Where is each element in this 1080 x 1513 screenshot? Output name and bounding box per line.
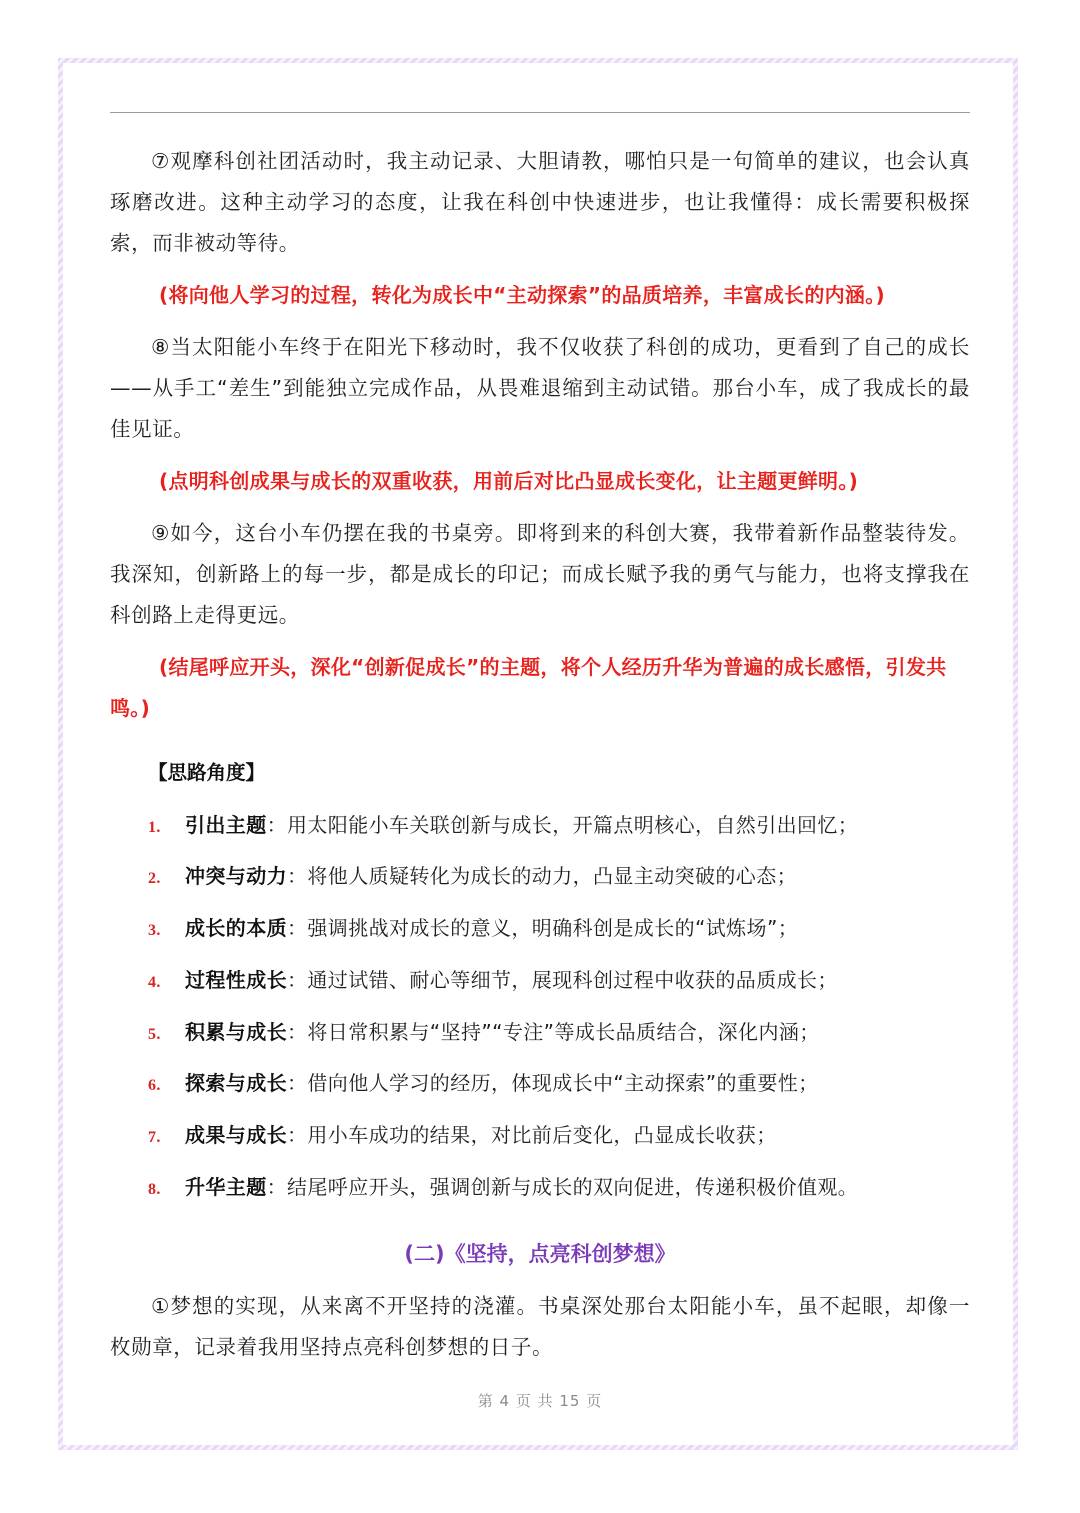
header-rule	[110, 112, 970, 113]
paragraph-7: ⑦观摩科创社团活动时，我主动记录、大胆请教，哪怕只是一句简单的建议，也会认真琢磨改进。这种主动学习的态度，让我在科创中快速进步，也让我懂得：成长需要积极探索，而非被动等待。	[110, 149, 970, 255]
item-term: 积累与成长	[185, 1020, 287, 1044]
item-number: 3.	[148, 922, 161, 939]
thinking-item	[148, 1068, 968, 1101]
thinking-heading: 【思路角度】	[148, 761, 266, 784]
item-number: 5.	[148, 1026, 161, 1043]
thinking-item	[148, 810, 968, 843]
paragraph-9: ⑨如今，这台小车仍摆在我的书桌旁。即将到来的科创大赛，我带着新作品整装待发。我深知，创新路上的每一步，都是成长的印记；而成长赋予我的勇气与能力，也将支撑我在科创路上走得更远。	[110, 521, 970, 627]
item-text: ：用小车成功的结果，对比前后变化，凸显成长收获；	[287, 1123, 777, 1147]
item-term: 探索与成长	[185, 1071, 287, 1095]
item-term: 冲突与动力	[185, 864, 287, 888]
item-text: ：将日常积累与“坚持”“专注”等成长品质结合，深化内涵；	[287, 1020, 820, 1044]
item-text: ：结尾呼应开头，强调创新与成长的双向促进，传递积极价值观。	[266, 1175, 859, 1199]
item-term: 升华主题	[185, 1175, 267, 1199]
item-term: 引出主题	[185, 813, 267, 837]
item-term: 成果与成长	[185, 1123, 287, 1147]
comment-7: (将向他人学习的过程，转化为成长中“主动探索”的品质培养，丰富成长的内涵。)	[159, 283, 885, 307]
thinking-item	[148, 913, 968, 946]
section-title: (二)《坚持，点亮科创梦想》	[404, 1242, 676, 1266]
page-number: 第 4 页 共 15 页	[477, 1392, 603, 1410]
item-number: 2.	[148, 870, 161, 887]
item-text: ：强调挑战对成长的意义，明确科创是成长的“试炼场”；	[287, 916, 799, 940]
item-text: ：将他人质疑转化为成长的动力，凸显主动突破的心态；	[287, 864, 797, 888]
thinking-item	[148, 1172, 968, 1205]
comment-8: (点明科创成果与成长的双重收获，用前后对比凸显成长变化，让主题更鲜明。)	[159, 469, 859, 493]
item-text: ：用太阳能小车关联创新与成长，开篇点明核心，自然引出回忆；	[266, 813, 859, 837]
item-text: ：借向他人学习的经历，体现成长中“主动探索”的重要性；	[287, 1071, 819, 1095]
item-text: ：通过试错、耐心等细节，展现科创过程中收获的品质成长；	[287, 968, 838, 992]
item-number: 4.	[148, 974, 161, 991]
comment-9: (结尾呼应开头，深化“创新促成长”的主题，将个人经历升华为普遍的成长感悟，引发共鸣。)	[110, 655, 947, 720]
item-term: 成长的本质	[185, 916, 287, 940]
item-number: 1.	[148, 819, 161, 836]
thinking-item	[148, 1120, 968, 1153]
paragraph-8: ⑧当太阳能小车终于在阳光下移动时，我不仅收获了科创的成功，更看到了自己的成长——从手工“差生”到能独立完成作品，从畏难退缩到主动试错。那台小车，成了我成长的最佳见证。	[110, 335, 970, 441]
item-number: 6.	[148, 1077, 161, 1094]
item-term: 过程性成长	[185, 968, 287, 992]
thinking-item	[148, 861, 968, 894]
thinking-item	[148, 965, 968, 998]
item-number: 7.	[148, 1129, 161, 1146]
item-number: 8.	[148, 1181, 161, 1198]
thinking-item	[148, 1017, 968, 1050]
section-paragraph-1: ①梦想的实现，从来离不开坚持的浇灌。书桌深处那台太阳能小车，虽不起眼，却像一枚勋章，记录着我用坚持点亮科创梦想的日子。	[110, 1294, 970, 1359]
